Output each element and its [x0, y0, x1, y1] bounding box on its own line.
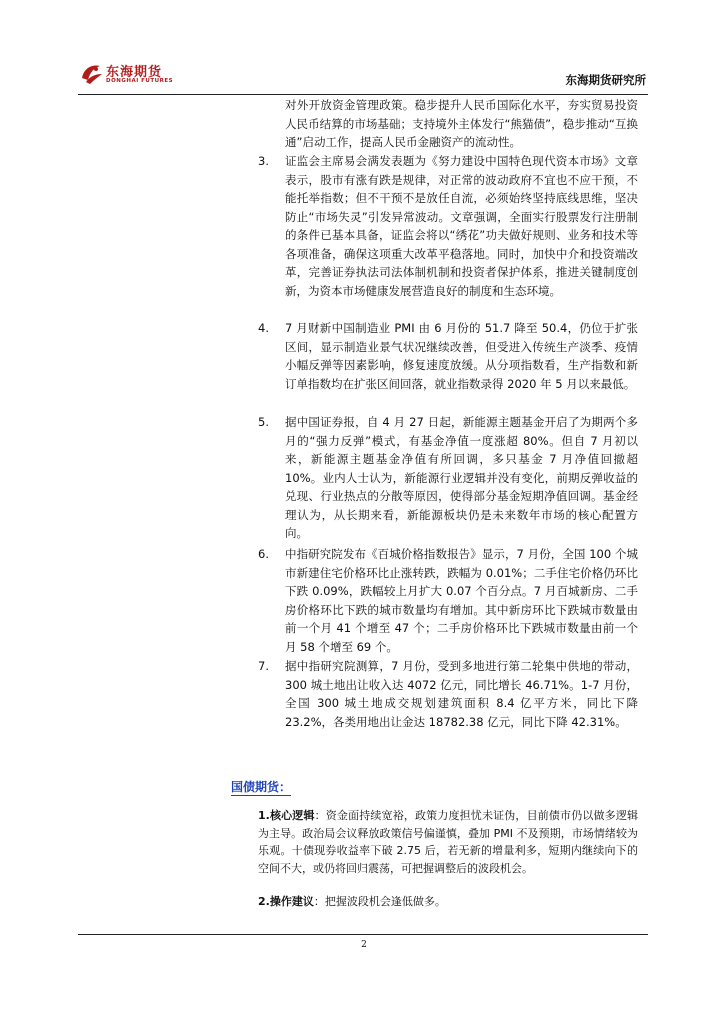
page-header — [78, 58, 648, 95]
list-item-text: 7 月财新中国制造业 PMI 由 6 月份的 51.7 降至 50.4，仍位于扩张区间，显示制造业景气状况继续改善，但受进入传统生产淡季、疫情小幅反弹等因素影响，修复速度放缓。从分项指数看，生产指数和新订单指数均在扩张区间回落，就业指数录得 2020 年 5 月以来最低。 — [285, 321, 638, 391]
list-item-number: 4. — [258, 321, 269, 335]
logo-mark-icon — [78, 60, 104, 86]
organization-name: 东海期货研究所 — [565, 73, 646, 87]
section-point-operation-advice — [258, 893, 638, 911]
section-point-core-logic — [258, 807, 638, 877]
page-number: 2 — [361, 940, 367, 950]
point-label: 2.操作建议 — [258, 895, 314, 908]
logo-english-name: DONGHAI FUTURES — [106, 78, 174, 84]
list-item-number: 7. — [258, 659, 269, 673]
list-item-number: 3. — [258, 154, 269, 168]
company-logo — [78, 58, 188, 92]
list-item-text: 据中指研究院测算，7 月份，受到多地进行第二轮集中供地的带动，300 城土地出让收入达 4072 亿元，同比增长 46.71%。1-7 月份，全国 300 城土地成交规划建筑面积 8.4 亿平方米，同比下降 23.2%，各类用地出让金达 18782.38 亿元，同比下降 42.31%。 — [285, 659, 638, 729]
footer-divider — [78, 934, 648, 935]
logo-chinese-name: 东海期货 — [106, 65, 163, 80]
list-item-text: 证监会主席易会满发表题为《努力建设中国特色现代资本市场》文章表示，股市有涨有跌是规律，对正常的波动政府不宜也不应干预，不能托举指数；但不干预不是放任自流，必须始终坚持底线思维，坚决防止“市场失灵”引发异常波动。文章强调，全面实行股票发行注册制的条件已基本具备，证监会将以“绣花”功夫做好规则、业务和技术等各项准备，确保这项重大改革平稳落地。同时，加快中介和投资端改革，完善证券执法司法体制机制和投资者保护体系，推进关键制度创新，为资本市场健康发展营造良好的制度和生态环境。 — [285, 154, 638, 298]
list-item-number: 6. — [258, 547, 269, 561]
point-text: ：把握波段机会逢低做多。 — [313, 895, 446, 908]
point-text: ：资金面持续宽裕，政策力度担忧未证伪，目前债市仍以做多逻辑为主导。政治局会议释放政策信号偏谨慎，叠加 PMI 不及预期，市场情绪较为乐观。十债现券收益率下破 2.75 后，若无新的增量利多，短期内继续向下的空间不大，或仍将回归震荡，可把握调整后的波段机会。 — [258, 809, 638, 875]
section-title-treasury-futures[interactable]: 国债期货： — [231, 780, 292, 794]
list-item-text: 据中国证券报，自 4 月 27 日起，新能源主题基金开启了为期两个多月的“强力反弹”模式，有基金净值一度涨超 80%。但自 7 月初以来，新能源主题基金净值有所回调，多只基金 7 月净值回撤超 10%。业内人士认为，新能源行业逻辑并没有变化，前期反弹收益的兑现、行业热点的分散等原因，使得部分基金短期净值回调。基金经理认为，从长期来看，新能源板块仍是未来数年市场的核心配置方向。 — [285, 415, 638, 540]
list-item-number: 5. — [258, 415, 269, 429]
list-item-text: 中指研究院发布《百城价格指数报告》显示，7 月份，全国 100 个城市新建住宅价格环比止涨转跌，跌幅为 0.01%；二手住宅价格仍环比下跌 0.09%，跌幅较上月扩大 0.07 个百分点。7 月百城新房、二手房价格环比下跌的城市数量均有增加。其中新房环比下跌城市数量由前一个月 41 个增至 47 个；二手房价格环比下跌城市数量由前一个月 58 个增至 69 个。 — [285, 547, 638, 654]
list-item-continuation: 对外开放资金管理政策。稳步提升人民币国际化水平，夯实贸易投资人民币结算的市场基础；支持境外主体发行“熊猫债”，稳步推动“互换通”启动工作，提高人民币金融资产的流动性。 — [285, 98, 638, 149]
point-label: 1.核心逻辑 — [258, 809, 315, 822]
